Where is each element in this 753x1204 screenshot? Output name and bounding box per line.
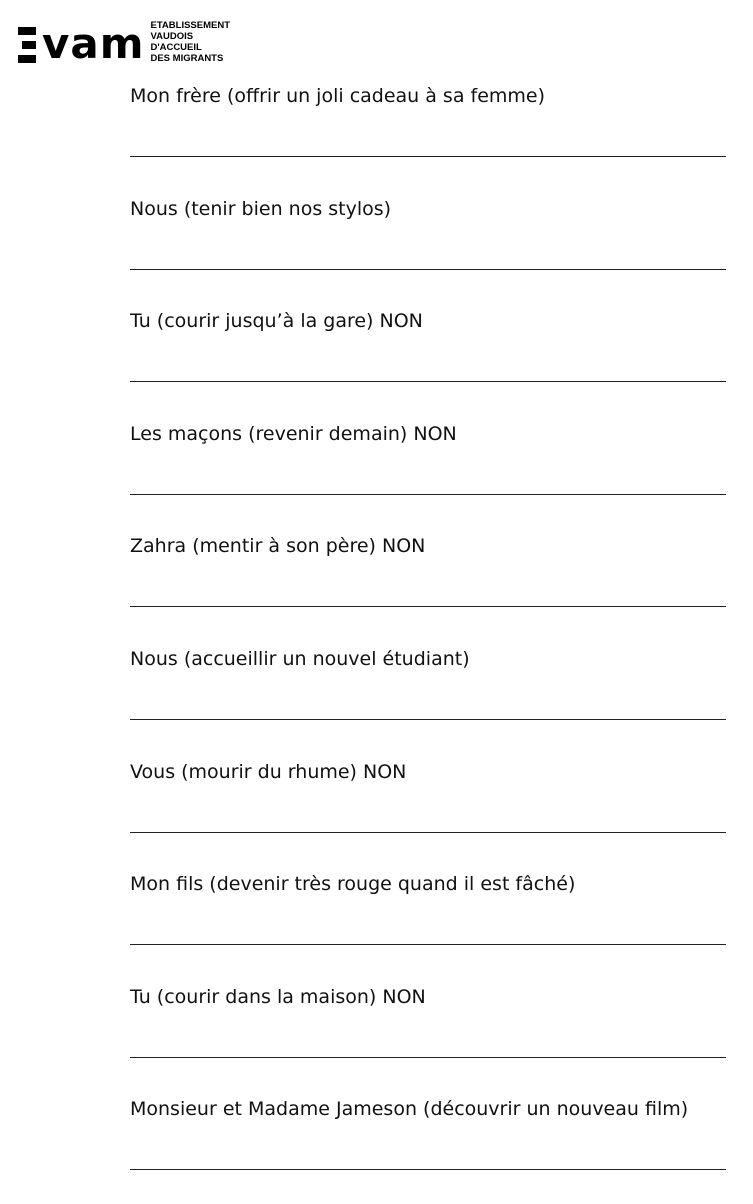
exercise-prompt: Vous (mourir du rhume) NON [130, 760, 407, 783]
answer-line[interactable] [130, 832, 726, 833]
answer-line[interactable] [130, 944, 726, 945]
logo-e-glyph [18, 27, 36, 63]
evam-logo [18, 18, 230, 74]
exercise-prompt: Les maçons (revenir demain) NON [130, 422, 457, 445]
exercise-item [130, 641, 740, 754]
exercise-prompt: Tu (courir jusqu’à la gare) NON [130, 310, 423, 333]
exercise-prompt: Nous (accueillir un nouvel étudiant) [130, 647, 470, 670]
exercise-prompt: Nous (tenir bien nos stylos) [130, 197, 392, 220]
exercise-prompt: Zahra (mentir à son père) NON [130, 535, 426, 558]
exercise-item [130, 191, 740, 304]
answer-line[interactable] [130, 156, 726, 157]
exercise-prompt: Monsieur et Madame Jameson (découvrir un nouveau film) [130, 1098, 689, 1121]
answer-line[interactable] [130, 494, 726, 495]
answer-line[interactable] [130, 269, 726, 270]
exercise-item [130, 78, 740, 191]
exercise-item [130, 754, 740, 867]
exercise-item [130, 866, 740, 979]
answer-line[interactable] [130, 719, 726, 720]
exercise-list [130, 78, 740, 1204]
exercise-item [130, 416, 740, 529]
answer-line[interactable] [130, 1169, 726, 1170]
logo-wordmark: vam [42, 19, 145, 68]
answer-line[interactable] [130, 1057, 726, 1058]
answer-line[interactable] [130, 606, 726, 607]
logo-line-4: DES MIGRANTS [150, 53, 224, 64]
exercise-prompt: Mon frère (offrir un joli cadeau à sa femme) [130, 85, 546, 107]
exercise-item [130, 528, 740, 641]
logo-line-2: VAUDOIS [150, 31, 194, 42]
exercise-item [130, 979, 740, 1092]
logo-mark [18, 18, 144, 70]
exercise-prompt: Tu (courir dans la maison) NON [130, 985, 426, 1008]
answer-line[interactable] [130, 381, 726, 382]
logo-line-3: D'ACCUEIL [150, 42, 202, 53]
logo-subtitle [150, 20, 230, 64]
exercise-prompt: Mon fils (devenir très rouge quand il est fâché) [130, 873, 576, 896]
logo-line-1: ETABLISSEMENT [150, 20, 231, 31]
exercise-item [130, 1091, 740, 1204]
exercise-item [130, 303, 740, 416]
